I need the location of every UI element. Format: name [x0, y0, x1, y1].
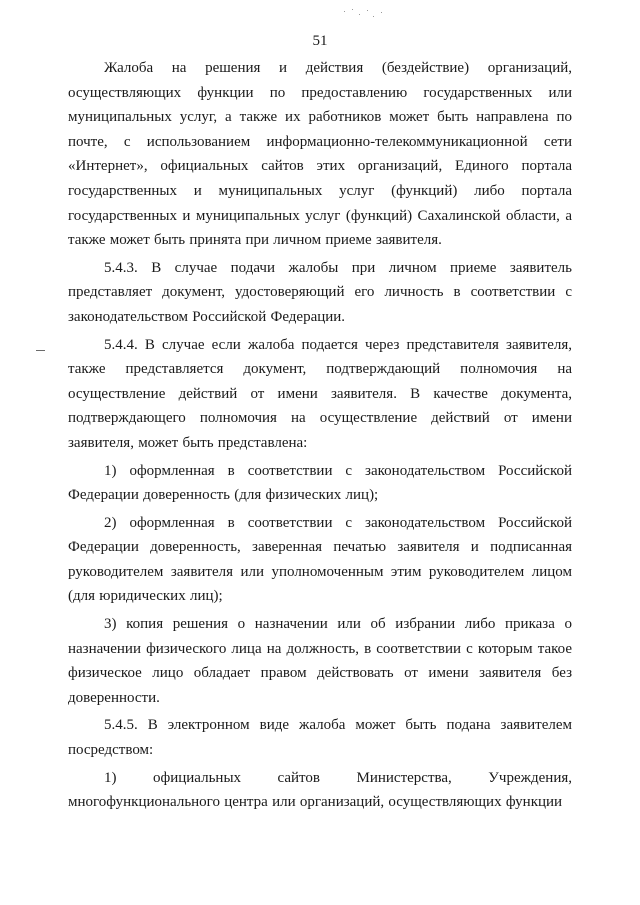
- scan-artifact-dots: [340, 8, 390, 22]
- list-item-3-appointment-decision-copy: 3) копия решения о назначении или об избрании либо приказа о назначении физического лица на должность, в соответствии с которым такое физическое лицо обладает правом действовать от имени заявителя без доверенности.: [68, 616, 572, 706]
- list-item-1-power-of-attorney-individuals: 1) оформленная в соответствии с законодательством Российской Федерации доверенность (для физических лиц);: [68, 462, 572, 504]
- list-item-1-official-websites: 1) официальных сайтов Министерства, Учреждения, многофункционального центра или организаций, осуществляющих функции: [68, 769, 572, 811]
- list-item-2-power-of-attorney-legal-entities: 2) оформленная в соответствии с законодательством Российской Федерации доверенность, заверенная печатью заявителя и подписанная руководителем заявителя или уполномоченным этим руководителем лицом (для юридических лиц);: [68, 514, 572, 605]
- paragraph-complaint-channels: Жалоба на решения и действия (бездействие) организаций, осуществляющих функции по предоставлению государственных или муниципальных услуг, а также их работников может быть направлена по почте, с использованием информационно-телекоммуникационной сети «Интернет», официальных сайтов этих организаций, Единого портала государственных и муниципальных услуг (функций) либо портала государственных и муниципальных услуг (функций) Сахалинской области, а также может быть принята при личном приеме заявителя.: [68, 60, 572, 249]
- document-body: [68, 56, 572, 815]
- paragraph-5-4-4: 5.4.4. В случае если жалоба подается через представителя заявителя, также представляется документ, подтверждающий полномочия на осуществление действий от имени заявителя. В качестве документа, подтверждающего полномочия на осуществление действий от имени заявителя, может быть представлена:: [68, 336, 572, 451]
- paragraph-5-4-5: 5.4.5. В электронном виде жалоба может быть подана заявителем посредством:: [68, 717, 572, 759]
- page-number: 51: [312, 33, 328, 49]
- margin-scan-mark: [36, 350, 45, 351]
- paragraph-5-4-3: 5.4.3. В случае подачи жалобы при личном приеме заявитель представляет документ, удостоверяющий его личность в соответствии с законодательством Российской Федерации.: [68, 259, 572, 325]
